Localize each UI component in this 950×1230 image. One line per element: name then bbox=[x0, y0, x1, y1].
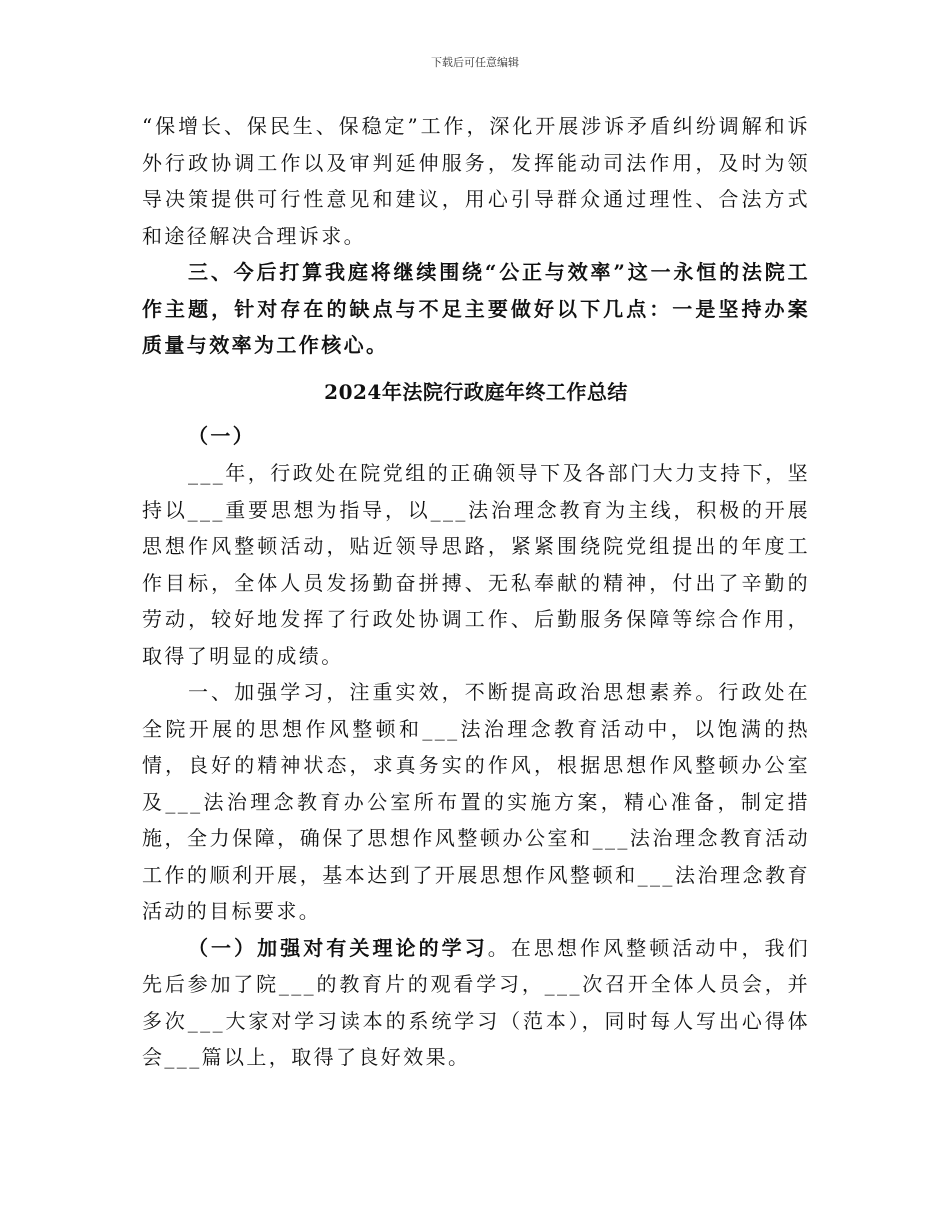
section-label: （一） bbox=[188, 423, 256, 448]
document-title: 2024年法院行政庭年终工作总结 bbox=[324, 379, 628, 404]
paragraph-intro: ___年，行政处在院党组的正确领导下及各部门大力支持下，坚持以___重要思想为指导，以___法治理念教育为主线，积极的开展思想作风整顿活动，贴近领导思路，紧紧围绕院党组提出的年度工作目标，全体人员发扬勤奋拼搏、无私奉献的精神，付出了辛勤的劳动，较好地发挥了行政处协调工作、后勤服务保障等综合作用，取得了明显的成绩。 bbox=[142, 461, 810, 668]
paragraph-theory bbox=[142, 930, 810, 1076]
document-body bbox=[142, 108, 810, 1076]
paragraph-future-plans: 三、今后打算我庭将继续围绕“公正与效率”这一永恒的法院工作主题，针对存在的缺点与不足主要做好以下几点：一是坚持办案质量与效率为工作核心。 bbox=[142, 260, 810, 357]
paragraph-theory-text: 。在思想作风整顿活动中，我们先后参加了院___的教育片的观看学习，___次召开全体人员会，并多次___大家对学习读本的系统学习（范本），同时每人写出心得体会___篇以上，取得了良好效果。 bbox=[142, 935, 810, 1069]
paragraph-theory-heading: （一）加强对有关理论的学习 bbox=[188, 935, 488, 960]
paragraph-continuation: “保增长、保民生、保稳定”工作，深化开展涉诉矛盾纠纷调解和诉外行政协调工作以及审判延伸服务，发挥能动司法作用，及时为领导决策提供可行性意见和建议，用心引导群众通过理性、合法方式和途径解决合理诉求。 bbox=[142, 114, 810, 248]
page-header-note: 下载后可任意编辑 bbox=[431, 56, 519, 69]
paragraph-study: 一、加强学习，注重实效，不断提高政治思想素养。行政处在全院开展的思想作风整顿和___法治理念教育活动中，以饱满的热情，良好的精神状态，求真务实的作风，根据思想作风整顿办公室及___法治理念教育办公室所布置的实施方案，精心准备，制定措施，全力保障，确保了思想作风整顿办公室和___法治理念教育活动工作的顺利开展，基本达到了开展思想作风整顿和___法治理念教育活动的目标要求。 bbox=[142, 680, 810, 923]
